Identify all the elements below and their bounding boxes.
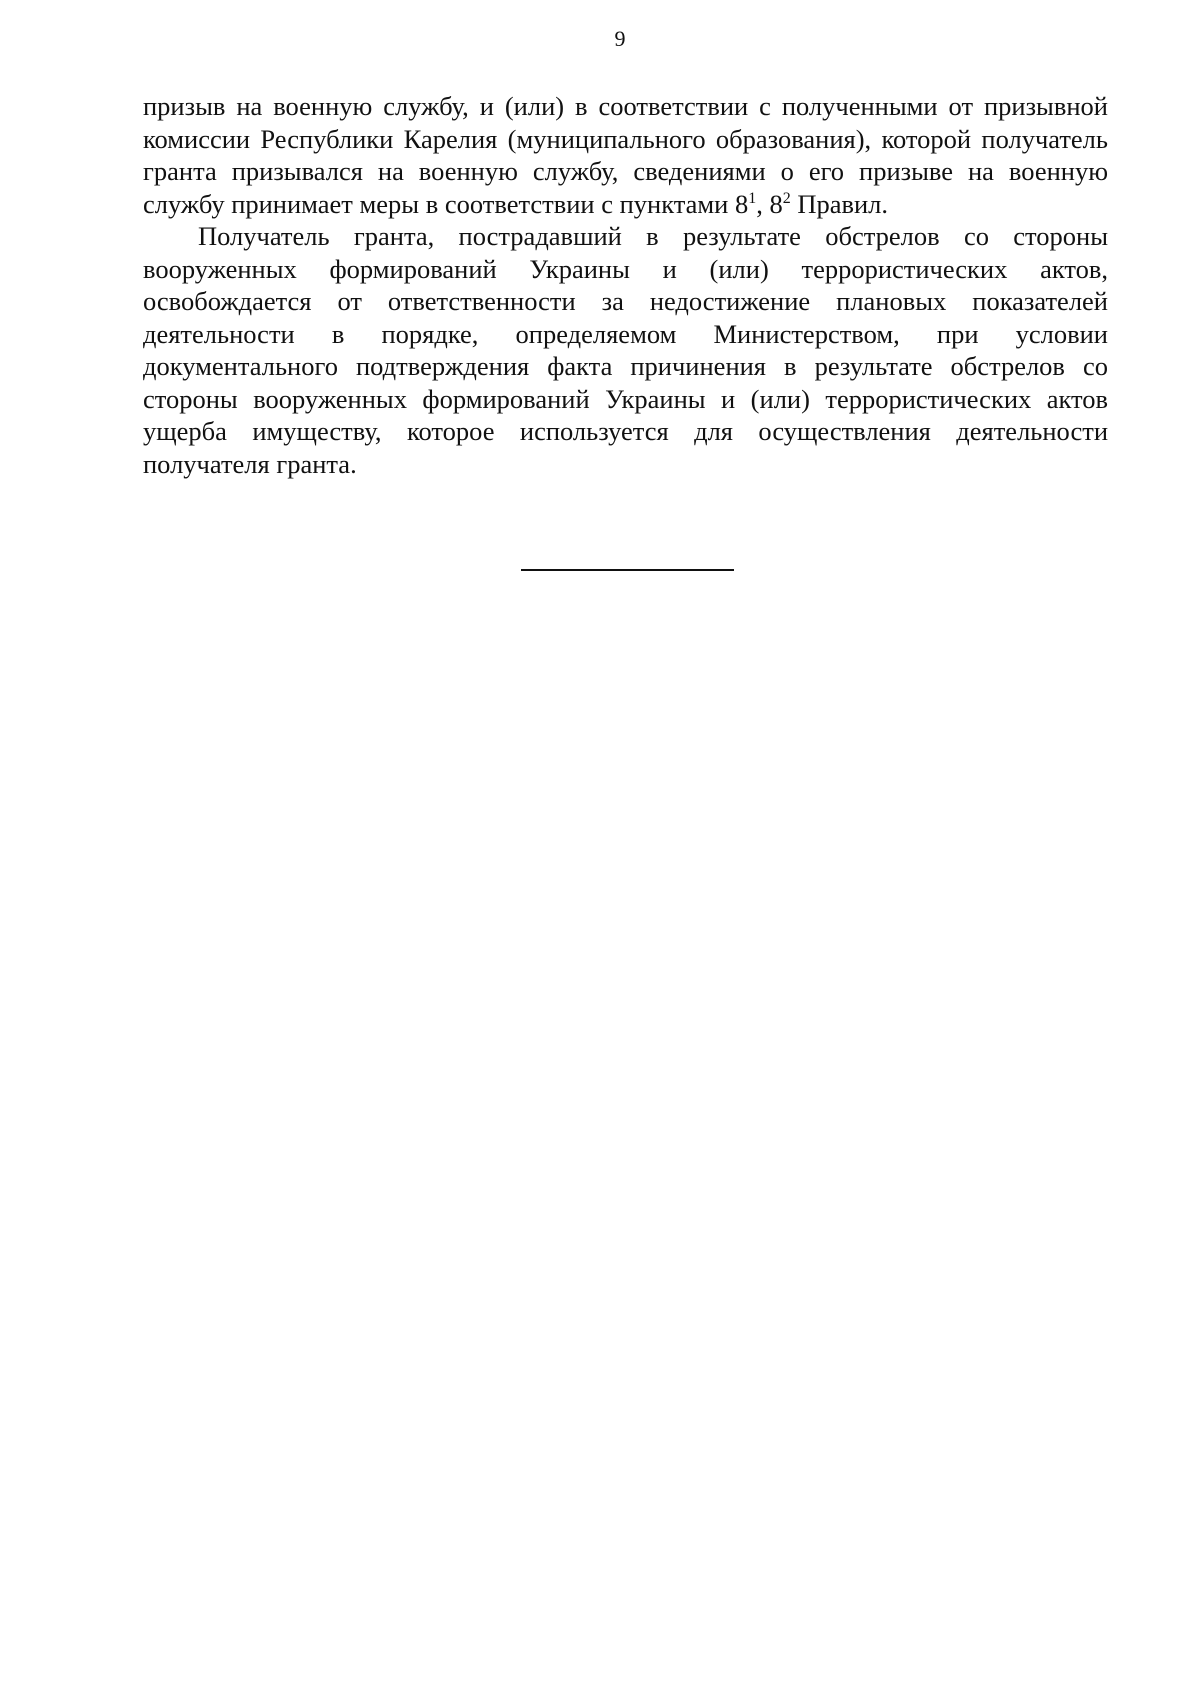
document-body: [143, 90, 1108, 480]
superscript-1: 1: [748, 189, 757, 207]
paragraph-1-text-start: призыв на военную службу, и (или) в соответствии с полученными от призывной комиссии Республики Карелия (муниципального образования), которой получатель гранта призывался на военную службу, сведениями о его призыве на военную службу принимает меры в соответствии с пунктами 8: [143, 91, 1108, 219]
paragraph-1-text-end: Правил.: [790, 188, 889, 219]
superscript-2: 2: [782, 189, 791, 207]
page-number: 9: [614, 26, 626, 51]
paragraph-military-service: [143, 90, 1108, 220]
end-separator-line: [521, 569, 734, 571]
paragraph-grant-recipient-liability: Получатель гранта, пострадавший в результате обстрелов со стороны вооруженных формирований Украины и (или) террористических актов, освобождается от ответственности за недостижение плановых показателей деятельности в порядке, определяемом Министерством, при условии документального подтверждения факта причинения в результате обстрелов со стороны вооруженных формирований Украины и (или) террористических актов ущерба имуществу, которое используется для осуществления деятельности получателя гранта.: [143, 221, 1108, 479]
paragraph-1-text-between: , 8: [756, 188, 783, 219]
